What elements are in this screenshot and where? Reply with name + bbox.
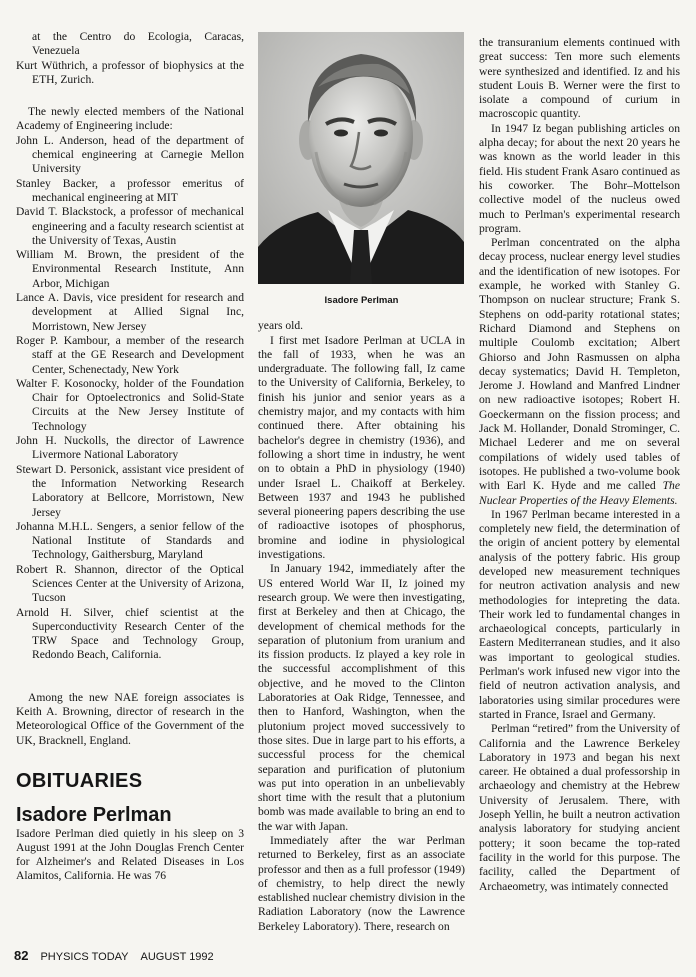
journal-name: PHYSICS TODAY xyxy=(40,951,129,963)
list-item: Johanna M.H.L. Sengers, a senior fellow of the National Institute of Standards and Technology, Gaithersburg, Maryland xyxy=(16,519,244,562)
list-item: Stanley Backer, a professor emeritus of mechanical engineering at MIT xyxy=(16,176,244,204)
list-item: Walter F. Kosonocky, holder of the Foundation Chair for Optoelectronics and Solid-State Circuits at the New Jersey Institute of Technology xyxy=(16,376,244,433)
paragraph: years old. xyxy=(258,319,304,333)
book-title: The Nuclear Properties of the Heavy Elements. xyxy=(479,479,680,507)
list-item: David T. Blackstock, a professor of mechanical engineering and a faculty research scientist at the University of Texas, Austin xyxy=(16,205,244,247)
paragraph-text: Perlman concentrated on the alpha decay process, nuclear energy level studies and the identification of new isotopes. For example, he worked with Stanley G. Thompson on nuclear structure; Frank S. Stephens on odd-parity rotational states; Richard Diamond and Stephens on multiple Coulomb excitation; Albert Ghiorso and John Rasmussen on alpha decay systematics; David H. Templeton, Jerome J. Howland and Manfred Lindner on new radioactive isotopes; Robert H. Goeckermann on the fission process; and Jack M. Hollander, Donald Strominger, C. Michael Lederer and me on several compilations of widely used tables of isotopes. He published a two-volume book with Earl K. Hyde and me called xyxy=(479,236,680,493)
portrait-image xyxy=(258,32,464,284)
paragraph: In January 1942, immediately after the US entered World War II, Iz joined my research group. We were then investigating, first at Berkeley and then at Chicago, the development of chemical methods for the separation of plutonium from uranium and its fission products. Iz played a key role in the successful accomplishment of this objective, and he moved to the Clinton Laboratories at Oak Ridge, Tennessee, and then to Hanford, Washington, when the plutonium project moved successively to those sites. Due in large part to his efforts, a successful process for the chemical separation and purification of plutonium was put into operation in an unbelievably short time with the result that a plutonium bomb was made available to bring an end to the war with Japan. xyxy=(258,562,465,833)
nae-member-list xyxy=(16,134,244,663)
paragraph: Among the new NAE foreign associates is Keith A. Browning, director of research in the Meteorological Office of the Government of the UK, Bracknell, England. xyxy=(16,690,244,747)
obituary-name-heading: Isadore Perlman xyxy=(16,804,172,827)
paragraph: Immediately after the war Perlman returned to Berkeley, first as an associate professor and then as a full professor (1949) of chemistry, to help direct the newly established nuclear chemistry division in the Radiation Laboratory (now the Lawrence Berkeley Laboratory). There, research on xyxy=(258,833,465,933)
list-item: Roger P. Kambour, a member of the research staff at the GE Research and Development Center, Schenectady, New York xyxy=(16,333,244,376)
page-footer xyxy=(14,948,214,963)
column-middle xyxy=(258,32,465,934)
paragraph: The newly elected members of the National Academy of Engineering include: xyxy=(16,105,244,133)
list-item: John H. Nuckolls, the director of Lawrence Livermore National Laboratory xyxy=(16,434,244,462)
paragraph: Perlman “retired” from the University of California and the Lawrence Berkeley Laboratory in 1973 and began his next career. He obtained a dual professorship in archaeology and chemistry at the Hebrew University of Jerusalem. There, with Joseph Yellin, he built a neutron activation analysis laboratory for studying ancient pottery; it soon became the top-rated facility in the world for this purpose. The facility, called the Department of Archaeometry, was intimately connected xyxy=(479,722,680,893)
photo-caption: Isadore Perlman xyxy=(324,295,399,306)
paragraph: In 1967 Perlman became interested in a completely new field, the determination of the origin of ancient pottery by elemental analysis of the pottery fabric. His group developed new measurement techniques for neutron activation analysis and new methodologies for intepreting the data. Their work led to fundamental changes in archaeological concepts, particularly in Eastern Mediterranean studies, and it also was important to geological studies. Perlman's work infused new vigor into the field of neutron activation analysis, and laboratories using similar procedures were started in France, Israel and Germany. xyxy=(479,507,680,721)
column-right xyxy=(479,36,680,894)
section-title: OBITUARIES xyxy=(16,769,143,792)
paragraph xyxy=(479,236,680,508)
list-item: Stewart D. Personick, assistant vice president of the Information Networking Research Laboratory at Bellcore, Morristown, New Jersey xyxy=(16,462,244,519)
list-item: William M. Brown, the president of the Environmental Research Institute, Ann Arbor, Michigan xyxy=(16,248,244,290)
list-item: John L. Anderson, head of the department of chemical engineering at Carnegie Mellon University xyxy=(16,133,244,176)
list-item: Lance A. Davis, vice president for research and development at Allied Signal Inc, Morristown, New Jersey xyxy=(16,291,244,333)
text-line: Kurt Wüthrich, a professor of biophysics at the ETH, Zurich. xyxy=(16,58,244,86)
paragraph: I first met Isadore Perlman at UCLA in the fall of 1933, when he was an undergraduate. The following fall, Iz came to the University of California, Berkeley, to finish his junior and senior years as a chemistry major, and my contacts with him continued there. After obtaining his bachelor's degree in chemistry (1936), and following a short time in industry, he went on to obtain a PhD in physiology (1940) under Israel L. Chaikoff at Berkeley. Between 1937 and 1943 he published several pioneering papers describing the use of radioactive isotopes of phosphorus, bromine and iodine in physiological investigations. xyxy=(258,333,465,562)
issue-date: AUGUST 1992 xyxy=(140,951,214,963)
list-item: Robert R. Shannon, director of the Optical Sciences Center at the University of Arizona, Tucson xyxy=(16,562,244,605)
paragraph: In 1947 Iz began publishing articles on alpha decay; for about the next 20 years he was known as the world leader in this field. His student Frank Asaro continued as his coworker. The Bohr–Mottelson collective model of the nucleus owed much to Perlman's experimental research program. xyxy=(479,121,680,235)
text-line: at the Centro do Ecologia, Caracas, Venezuela xyxy=(32,30,244,58)
paragraph: the transuranium elements continued with great success: Ten more such elements were synthesized and identified. Iz and his student Louis B. Werner were the first to isolate a compound of curium in macroscopic quantity. xyxy=(479,36,680,121)
portrait-photo xyxy=(258,32,464,284)
paragraph: Isadore Perlman died quietly in his sleep on 3 August 1991 at the John Douglas French Center for Alzheimer's and Related Diseases in Los Alamitos, California. He was 76 xyxy=(16,826,244,883)
column-left xyxy=(16,30,244,884)
page-number: 82 xyxy=(14,948,29,963)
list-item: Arnold H. Silver, chief scientist at the Superconductivity Research Center of the TRW Space and Technology Group, Redondo Beach, California. xyxy=(16,605,244,662)
